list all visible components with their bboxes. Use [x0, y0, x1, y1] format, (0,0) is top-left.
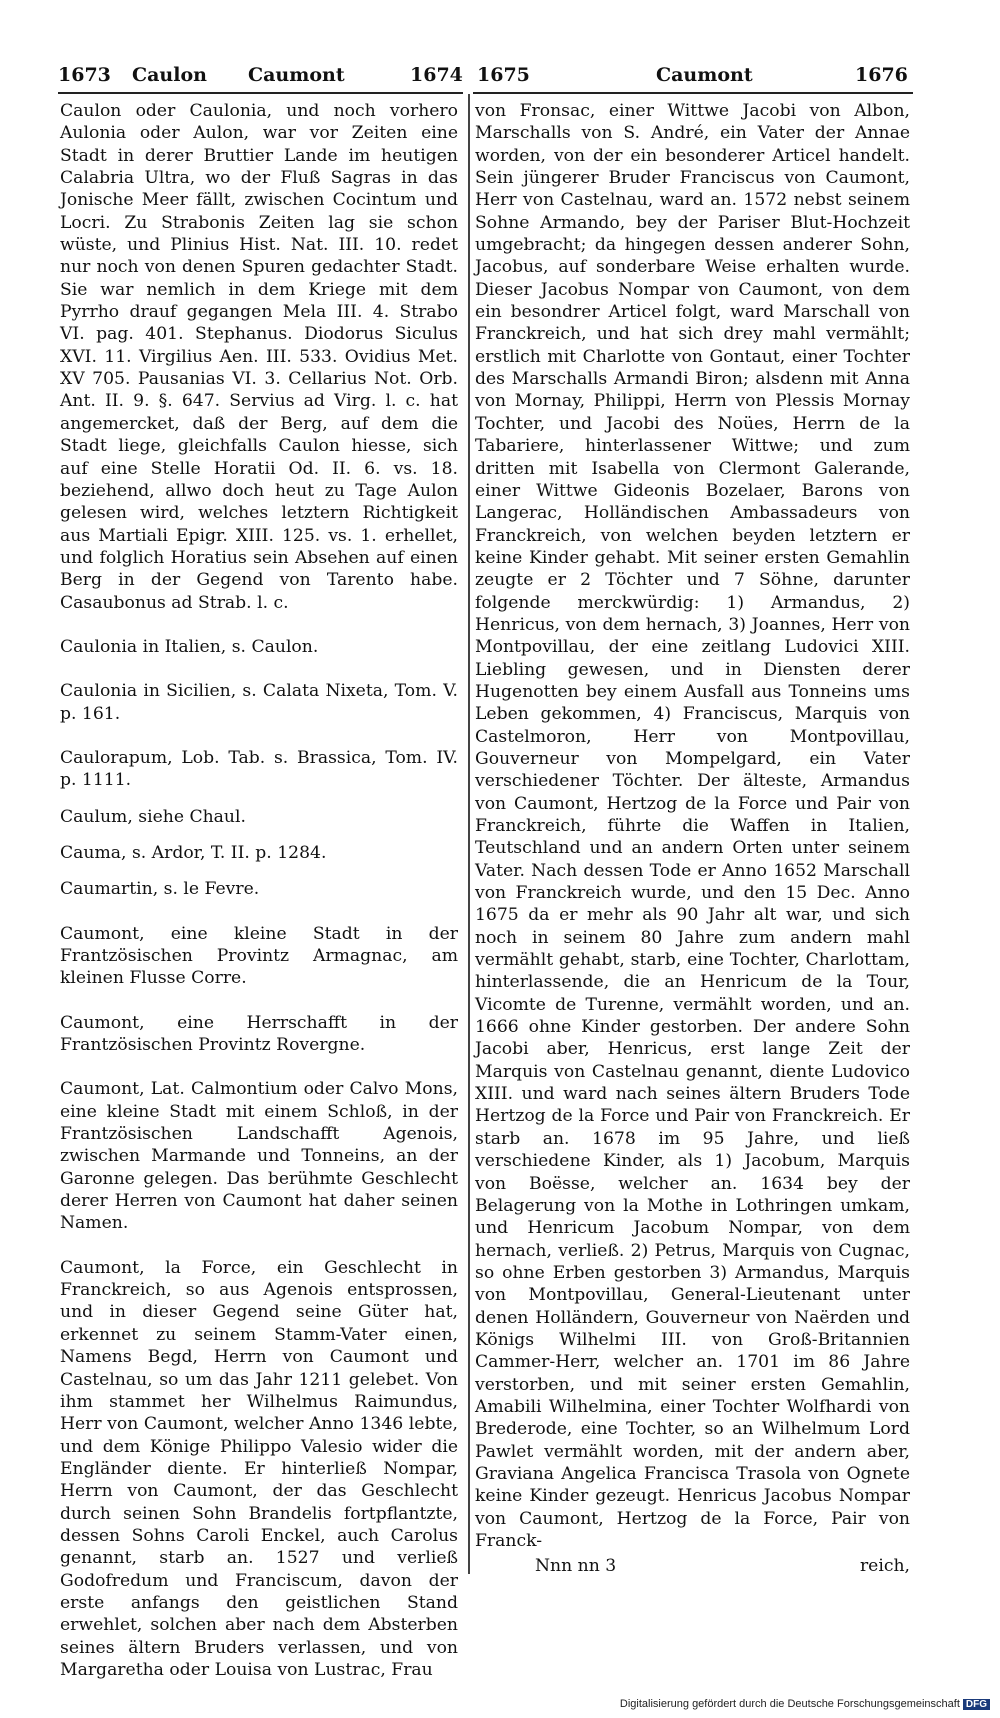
- running-head-left-1: Caulon: [132, 64, 207, 86]
- page-number-left-b: 1674: [410, 64, 463, 86]
- page-number-right-b: 1676: [855, 64, 908, 86]
- left-column: [60, 100, 458, 1681]
- entry-caulonia-italien: Caulonia in Italien, s. Caulon.: [60, 636, 319, 657]
- entry-cauma: Cauma, s. Ardor, T. II. p. 1284.: [60, 842, 327, 863]
- entry-caumont-la-force: Caumont, la Force, ein Geschlecht in Franckreich, so aus Agenois entsprossen, und in dieser Gegend seine Güter hat, erkennet zu seinem Stamm-Vater einen, Namens Begd, Herrn von Caumont und Castelnau, so um das Jahr 1211 gelebet. Von ihm stammet her Wilhelmus Raimundus, Herr von Caumont, welcher Anno 1346 lebte, und dem Könige Philippo Valesio wider die Engländer diente. Er hinterließ Nompar, Herrn von Caumont, der das Geschlecht durch seinen Sohn Brandelis fortpflantzte, dessen Sohns Caroli Enckel, auch Carolus genannt, starb an. 1527 und verließ Godofredum und Franciscum, davon der erste anfangs den geistlichen Stand erwehlet, solchen aber nach dem Absterben seines ältern Bruders verlassen, und von Margaretha oder Louisa von Lustrac, Frau: [60, 1257, 458, 1680]
- page-number-left-a: 1673: [58, 64, 111, 86]
- running-head-right: Caumont: [656, 64, 753, 86]
- entry-caulonia-sicilien: Caulonia in Sicilien, s. Calata Nixeta, Tom. V. p. 161.: [60, 681, 458, 724]
- signature-line: [475, 1556, 910, 1580]
- catchword: reich,: [859, 1556, 910, 1576]
- entry-caumartin: Caumartin, s. le Fevre.: [60, 879, 260, 900]
- header-rule-right: [473, 92, 913, 94]
- entry-caumont-rovergne: Caumont, eine Herrschafft in der Frantzösischen Provintz Rovergne.: [60, 1012, 458, 1056]
- entry-caumont-agenois: Caumont, Lat. Calmontium oder Calvo Mons, eine kleine Stadt mit einem Schloß, in der Frantzösischen Landschafft Agenois, zwischen Marmande und Tonneins, an der Garonne gelegen. Das berühmte Geschlecht derer Herren von Caumont hat daher seinen Namen.: [60, 1079, 458, 1234]
- footer-text: Digitalisierung gefördert durch die Deutsche Forschungsgemeinschaft: [619, 1698, 960, 1710]
- dfg-logo: DFG: [963, 1699, 990, 1710]
- entry-caumont-armagnac: Caumont, eine kleine Stadt in der Frantzösischen Provintz Armagnac, am kleinen Flusse Corre.: [60, 923, 458, 989]
- entry-caulum: Caulum, siehe Chaul.: [60, 806, 246, 827]
- entry-caulon: Caulon oder Caulonia, und noch vorhero Aulonia oder Aulon, war vor Zeiten eine Stadt in derer Bruttier Lande im heutigen Calabria Ultra, wo der Fluß Sagras in das Jonische Meer fällt, zwischen Cocintum und Locri. Zu Strabonis Zeiten lag sie schon wüste, und Plinius Hist. Nat. III. 10. redet nur noch von denen Spuren gedachter Stadt. Sie war nemlich in dem Kriege mit dem Pyrrho drauf gegangen Mela III. 4. Strabo VI. pag. 401. Stephanus. Diodorus Siculus XVI. 11. Virgilius Aen. III. 533. Ovidius Met. XV 705. Pausanias VI. 3. Cellarius Not. Orb. Ant. II. 9. §. 647. Servius ad Virg. l. c. hat angemercket, daß der Berg, auf dem die Stadt liege, gleichfalls Caulon hiesse, sich auf eine Stelle Horatii Od. II. 6. vs. 18. beziehend, allwo doch heut zu Tage Aulon gelesen wird, welches letztern Richtigkeit aus Martiali Epigr. XIII. 125. vs. 1. erhellet, und folglich Horatius sein Absehen auf einen Berg in der Gegend von Tarento habe. Casaubonus ad Strab. l. c.: [60, 101, 458, 613]
- column-divider: [468, 94, 470, 1574]
- signature-mark: Nnn nn 3: [535, 1556, 617, 1576]
- digitization-footer: [620, 1698, 990, 1710]
- entry-caumont-la-force-continued: von Fronsac, einer Wittwe Jacobi von Albon, Marschalls von S. André, ein Vater der Annae worden, von der ein besonderer Articel handelt. Sein jüngerer Bruder Franciscus von Caumont, Herr von Castelnau, ward an. 1572 nebst seinem Sohne Armando, bey der Pariser Blut-Hochzeit umgebracht; da hingegen dessen anderer Sohn, Jacobus, auf sonderbare Weise erhalten wurde. Dieser Jacobus Nompar von Caumont, von dem ein besondrer Articel folgt, ward Marschall von Franckreich, und hat sich drey mahl vermählt; erstlich mit Charlotte von Gontaut, einer Tochter des Marschalls Armandi Biron; alsdenn mit Anna von Mornay, Philippi, Herrn von Plessis Mornay Tochter, und Jacobi des Noües, Herrn de la Tabariere, hinterlassener Wittwe; und zum dritten mit Isabella von Clermont Galerande, einer Wittwe Gideonis Bozelaer, Barons von Langerac, Holländischen Ambassadeurs von Franckreich, von welchen beyden letztern er keine Kinder gehabt. Mit seiner ersten Gemahlin zeugte er 2 Töchter und 7 Söhne, darunter folgende merckwürdig: 1) Armandus, 2) Henricus, von dem hernach, 3) Joannes, Herr von Montpovillau, der eine zeitlang Ludovici XIII. Liebling gewesen, und in Diensten derer Hugenotten bey einem Ausfall aus Tonneins ums Leben gekommen, 4) Franciscus, Marquis von Castelmoron, Herr von Montpovillau, Gouverneur von Mompelgard, ein Vater verschiedener Töchter. Der älteste, Armandus von Caumont, Hertzog de la Force und Pair von Franckreich, führte die Waffen in Italien, Teutschland und an andern Orten unter seinem Vater. Nach dessen Tode er Anno 1652 Marschall von Franckreich wurde, und den 15 Dec. Anno 1675 da er mehr als 90 Jahr alt war, und sich noch in seinem 80 Jahre zum andern mahl vermählt gehabt, starb, eine Tochter, Charlottam, hinterlassende, die an Henricum de la Tour, Vicomte de Turenne, vermählt worden, und an. 1666 ohne Kinder gestorben. Der andere Sohn Jacobi aber, Henricus, erst lange Zeit der Marquis von Castelnau genannt, diente Ludovico XIII. und ward nach seines ältern Bruders Tode Hertzog de la Force und Pair von Franckreich. Er starb an. 1678 im 95 Jahre, und ließ verschiedene Kinder, als 1) Jacobum, Marquis von Boësse, welcher an. 1634 bey der Belagerung von la Mothe in Lothringen umkam, und Henricum Jacobum Nompar, von dem hernach, verließ. 2) Petrus, Marquis von Cugnac, so ohne Erben gestorben 3) Armandus, Marquis von Montpovillau, General-Lieutenant unter denen Holländern, Gouverneur von Naërden und Königs Wilhelmi III. von Groß-Britannien Cammer-Herr, welcher an. 1701 im 86 Jahre verstorben, und mit seiner ersten Gemahlin, Amabili Wilhelmina, einer Tochter Wolfhardi von Brederode, eine Tochter, so an Wilhelmum Lord Pawlet vermählt worden, mit der andern aber, Graviana Angelica Francisca Trasola von Ognete keine Kinder gezeugt. Henricus Jacobus Nompar von Caumont, Hertzog de la Force, Pair von Franck-: [475, 101, 910, 1551]
- running-head-left-2: Caumont: [248, 64, 345, 86]
- header-rule-left: [58, 92, 463, 94]
- entry-caulorapum: Caulorapum, Lob. Tab. s. Brassica, Tom. IV. p. 1111.: [60, 747, 458, 791]
- page-header: [0, 64, 1000, 94]
- page-number-right-a: 1675: [477, 64, 530, 86]
- right-column: [475, 100, 910, 1552]
